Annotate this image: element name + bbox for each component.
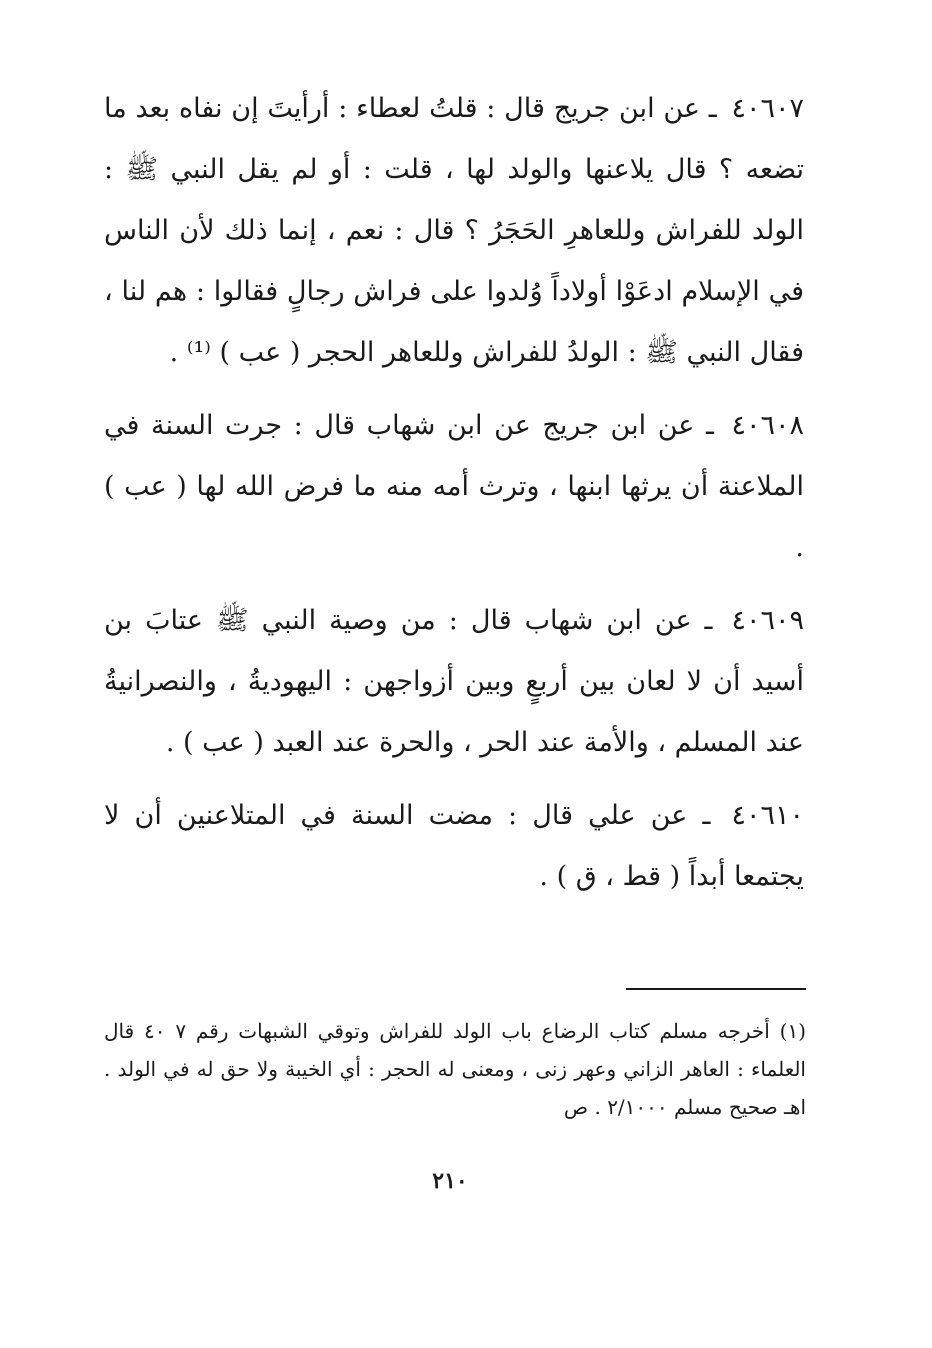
footnotes <box>104 1012 806 1126</box>
footnote-item <box>104 1012 806 1126</box>
page-number: ٢١٠ <box>432 1168 468 1194</box>
hadith-paragraph <box>104 395 804 578</box>
hadith-number: ٤٠٦٠٨ <box>731 410 804 441</box>
hadith-paragraph <box>104 785 804 907</box>
hadith-number: ٤٠٦٠٧ <box>731 93 804 124</box>
hadith-text: ـ عن ابن شهاب قال : من وصية النبي ﷺ عتابَ بن أسيد أن لا لعان بين أربعٍ وبين أزواجهن : اليهوديةُ ، والنصرانيةُ عند المسلم ، والأمة عند الحر ، والحرة عند العبد ( عب ) . <box>104 605 804 758</box>
hadith-paragraph <box>104 78 804 383</box>
footnote-marker: (١) <box>779 1019 807 1043</box>
hadith-number: ٤٠٦١٠ <box>731 800 804 831</box>
hadith-paragraph <box>104 590 804 773</box>
footnote-text: أخرجه مسلم كتاب الرضاع باب الولد للفراش وتوقي الشبهات رقم ٧ ٤٠ قال العلماء : العاهر الزاني وعهر زنى ، ومعنى له الحجر : أي الخيبة ولا حق له في الولد . اهـ صحيح مسلم ٢/١٠٠٠ . ص <box>104 1019 806 1119</box>
hadith-number: ٤٠٦٠٩ <box>731 605 804 636</box>
main-text <box>104 78 804 919</box>
footnote-divider <box>626 988 806 990</box>
hadith-text: ـ عن ابن جريج قال : قلتُ لعطاء : أرأيتَ إن نفاه بعد ما تضعه ؟ قال يلاعنها والولد لها ، قلت : أو لم يقل النبي ﷺ : الولد للفراش وللعاهرِ الحَجَرُ ؟ قال : نعم ، إنما ذلك لأن الناس في الإسلام ادعَوْا أولاداً وُلدوا على فراش رجالٍ فقالوا : هم لنا ، فقال النبي ﷺ : الولدُ للفراش وللعاهر الحجر ( عب ) ⁽¹⁾ . <box>104 93 804 368</box>
hadith-text: ـ عن علي قال : مضت السنة في المتلاعنين أن لا يجتمعا أبداً ( قط ، ق ) . <box>104 800 804 892</box>
hadith-text: ـ عن ابن جريج عن ابن شهاب قال : جرت السنة في الملاعنة أن يرثها ابنها ، وترث أمه منه ما فرض الله لها ( عب ) . <box>104 410 804 563</box>
